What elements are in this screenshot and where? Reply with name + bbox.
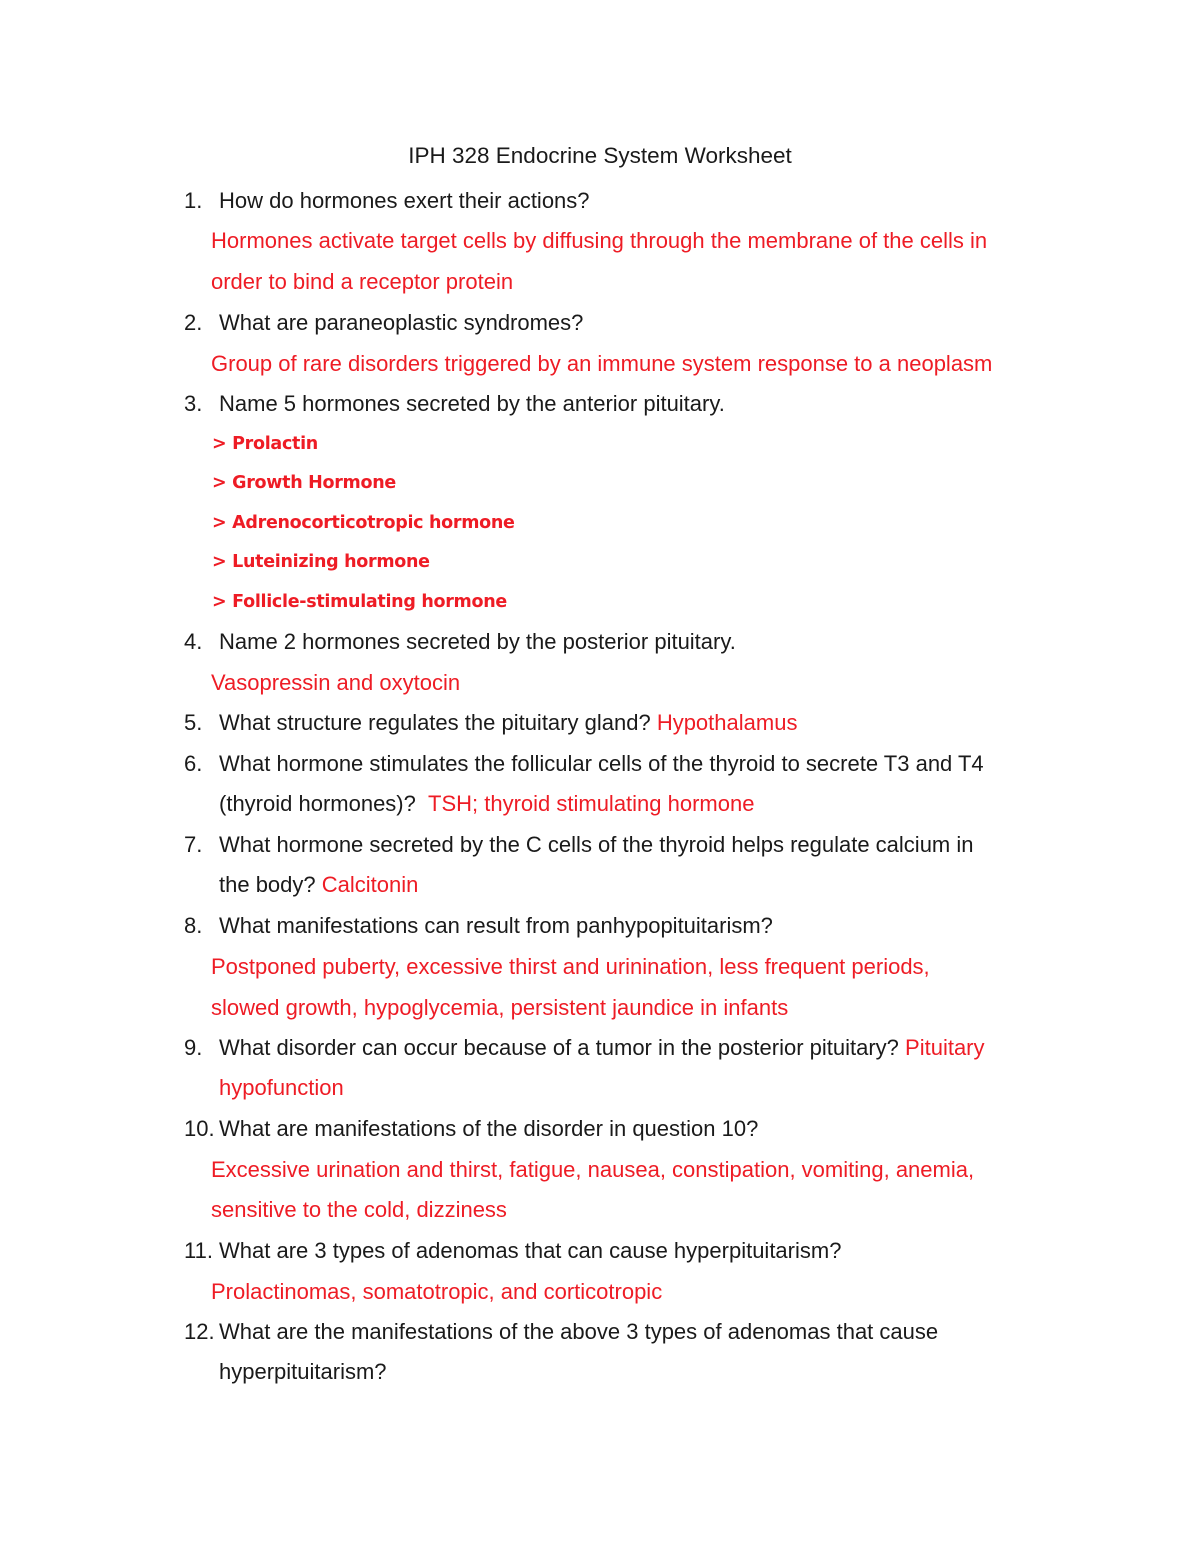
question-text: How do hormones exert their actions? bbox=[219, 188, 590, 213]
question-text: hyperpituitarism? bbox=[219, 1359, 387, 1384]
answer-text: slowed growth, hypoglycemia, persistent jaundice in infants bbox=[211, 995, 789, 1020]
answer-bullet: > Luteinizing hormone bbox=[212, 552, 430, 572]
question-line bbox=[219, 708, 797, 738]
inline-answer: Calcitonin bbox=[321, 872, 419, 897]
question-number: 3. bbox=[184, 391, 203, 416]
question-text: What structure regulates the pituitary gland? bbox=[219, 710, 651, 735]
question-number: 1. bbox=[184, 188, 203, 213]
inline-answer: Pituitary bbox=[905, 1035, 985, 1060]
question-text: What are manifestations of the disorder in question 10? bbox=[219, 1116, 759, 1141]
question-text: What disorder can occur because of a tumor in the posterior pituitary? bbox=[219, 1035, 899, 1060]
question-number: 5. bbox=[184, 710, 203, 735]
answer-text: order to bind a receptor protein bbox=[211, 269, 514, 294]
question-text: Name 2 hormones secreted by the posterior pituitary. bbox=[219, 629, 736, 654]
question-text: the body? bbox=[219, 872, 316, 897]
question-line bbox=[219, 870, 418, 900]
question-line bbox=[219, 789, 754, 819]
question-text: What hormone secreted by the C cells of the thyroid helps regulate calcium in bbox=[219, 832, 974, 857]
question-text: What hormone stimulates the follicular cells of the thyroid to secrete T3 and T4 bbox=[219, 751, 984, 776]
answer-text: Excessive urination and thirst, fatigue, nausea, constipation, vomiting, anemia, bbox=[211, 1157, 975, 1182]
question-text: What manifestations can result from panhypopituitarism? bbox=[219, 913, 773, 938]
answer-bullet: > Follicle-stimulating hormone bbox=[212, 592, 507, 612]
question-text: What are 3 types of adenomas that can cause hyperpituitarism? bbox=[219, 1238, 842, 1263]
question-number: 7. bbox=[184, 832, 203, 857]
question-text: Name 5 hormones secreted by the anterior pituitary. bbox=[219, 391, 725, 416]
answer-text: Group of rare disorders triggered by an immune system response to a neoplasm bbox=[211, 351, 993, 376]
answer-text: sensitive to the cold, dizziness bbox=[211, 1197, 507, 1222]
question-text: What are paraneoplastic syndromes? bbox=[219, 310, 584, 335]
question-text: (thyroid hormones)? bbox=[219, 791, 416, 816]
page-title: IPH 328 Endocrine System Worksheet bbox=[408, 143, 792, 168]
answer-bullet: > Adrenocorticotropic hormone bbox=[212, 513, 515, 533]
answer-text: Postponed puberty, excessive thirst and urinination, less frequent periods, bbox=[211, 954, 930, 979]
question-number: 6. bbox=[184, 751, 203, 776]
question-number: 4. bbox=[184, 629, 203, 654]
answer-bullet: > Growth Hormone bbox=[212, 473, 396, 493]
answer-bullet: > Prolactin bbox=[212, 434, 318, 454]
question-line bbox=[219, 1033, 985, 1063]
inline-answer: TSH; thyroid stimulating hormone bbox=[428, 791, 755, 816]
question-number: 8. bbox=[184, 913, 203, 938]
question-text: What are the manifestations of the above 3 types of adenomas that cause bbox=[219, 1319, 939, 1344]
answer-text: Vasopressin and oxytocin bbox=[211, 670, 461, 695]
question-number: 10. bbox=[184, 1116, 215, 1141]
question-number: 2. bbox=[184, 310, 203, 335]
answer-text: Hormones activate target cells by diffusing through the membrane of the cells in bbox=[211, 228, 988, 253]
question-number: 11. bbox=[184, 1238, 213, 1263]
question-number: 9. bbox=[184, 1035, 203, 1060]
inline-answer: Hypothalamus bbox=[656, 710, 798, 735]
answer-text: hypofunction bbox=[219, 1075, 344, 1100]
question-number: 12. bbox=[184, 1319, 215, 1344]
answer-text: Prolactinomas, somatotropic, and corticotropic bbox=[211, 1279, 663, 1304]
